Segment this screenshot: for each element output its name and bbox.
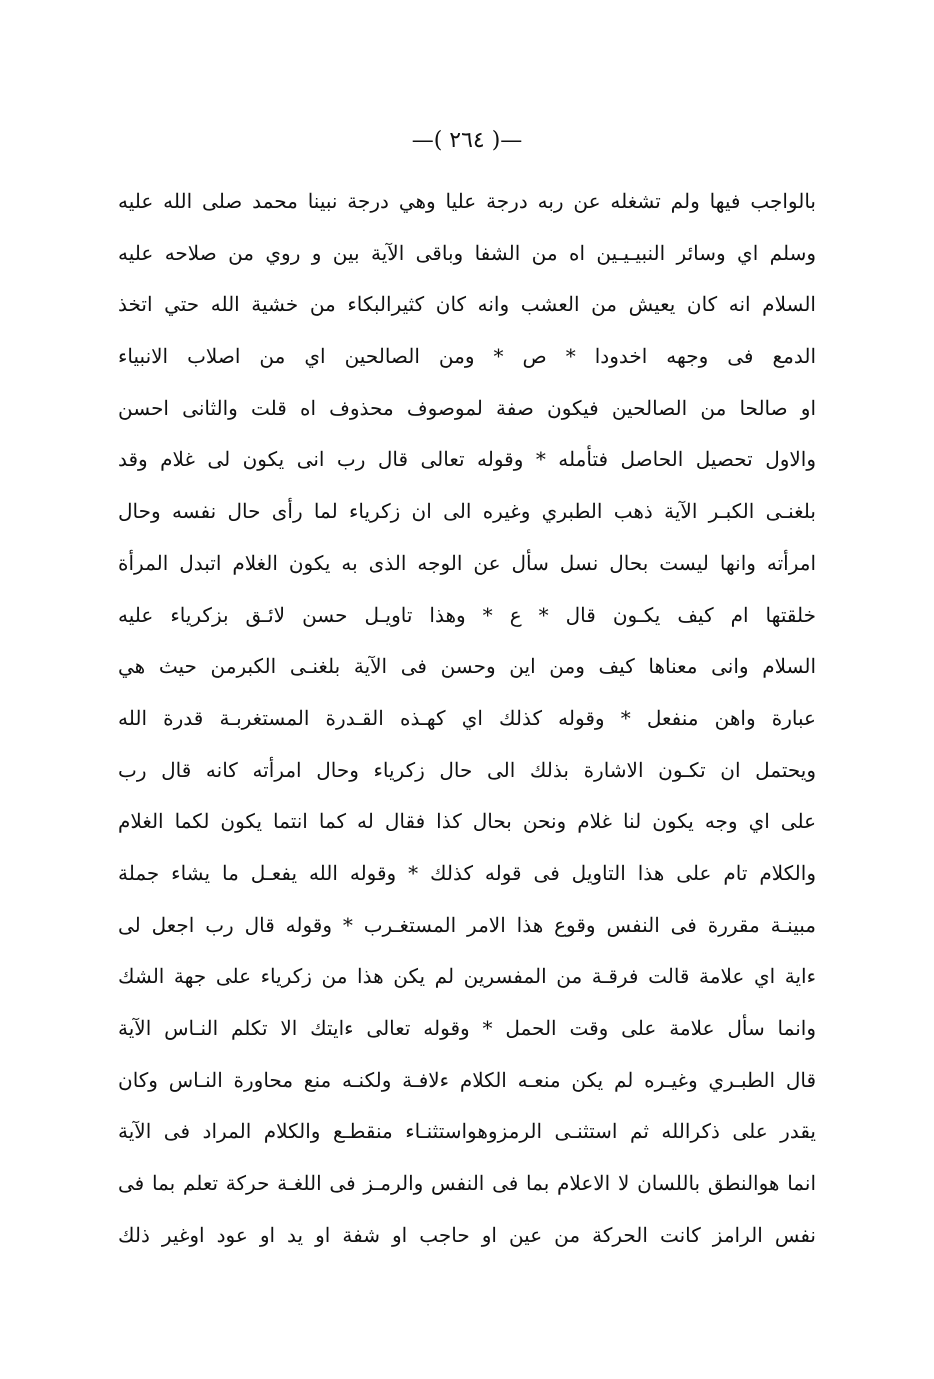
text-line: يقدر على ذكرالله ثم استثنـى الرمزوهواستثنـاء منقطـع والكلام المراد فى الآية <box>118 1119 816 1144</box>
text-line: ءاية اي علامة قالت فرقـة من المفسرين لم يكن هذا من زكرياء على جهة الشك <box>118 964 816 989</box>
body-text <box>118 176 816 1261</box>
text-line: انما هوالنطق باللسان لا الاعلام بما فى النفس والرمـز فى اللغـة حركة تعلم بما فى <box>118 1171 816 1196</box>
page-number: —( ٢٦٤ )— <box>411 128 523 153</box>
text-line: السلام وانى معناها كيف ومن اين وحسن فى الآية بلغنـى الكبرمن حيث هي <box>118 654 816 679</box>
text-line: امرأته وانها ليست بحال نسل سأل عن الوجه الذى به يكون الغلام اتبدل المرأة <box>118 550 816 575</box>
text-line: بالواجب فيها ولم تشغله عن ربه درجة عليا وهي درجة نبينا محمد صلى الله عليه <box>118 189 816 213</box>
text-line: على اي وجه يكون لنا غلام ونحن بحال كذا فقال له كما انتما يكون لكما الغلام <box>118 809 816 834</box>
text-line: وانما سأل علامة على وقت الحمل * وقوله تعالى ءايتك الا تكلم النـاس الآية <box>118 1016 816 1040</box>
text-line: وسلم اي وسائر النبيـيـين اه من الشفا وباقى الآية بين و روي من صلاحه عليه <box>118 240 816 265</box>
text-line: او صالحا من الصالحين فيكون صفة لموصوف محذوف اه قلت والثانى احسن <box>118 395 816 420</box>
text-line: خلقتها ام كيف يكـون قال * ع * وهذا تاويـل حسن لائـق بزكرياء عليه <box>118 602 816 627</box>
text-line: قال الطبـري وغيـره لم يكن منعـه الكلام ءلافـة ولكنـه منع محاورة النـاس وكان <box>118 1067 816 1092</box>
text-line: والاول تحصيل الحاصل فتأمله * وقوله تعالى قال رب انى يكون لى غلام وقد <box>118 447 816 472</box>
text-line: مبينـة مقررة فى النفس وقوع هذا الامر المستغـرب * وقوله قال رب اجعل لى <box>118 912 816 937</box>
text-line: الدمع فى وجهه اخدودا * ص * ومن الصالحين اي من اصلاب الانبياء <box>118 344 816 369</box>
text-line: عبارة واهن منفعل * وقوله كذلك اي كهـذه القـدرة المستغربـة قدرة الله <box>118 705 816 730</box>
text-line: ويحتمل ان تكـون الاشارة بذلك الى حال زكرياء وحال امرأته كانه قال رب <box>118 757 816 782</box>
text-line: والكلام تام على هذا التاويل فى قوله كذلك * وقوله الله يفعـل ما يشاء جملة <box>118 860 816 885</box>
text-line: السلام انه كان يعيش من العشب وانه كان كثيرالبكاء من خشية الله حتي اتخذ <box>118 292 816 317</box>
text-line: بلغنـى الكبـر الآية ذهب الطبري وغيره الى ان زكرياء لما رأى حال نفسه وحال <box>118 499 816 524</box>
text-line: نفس الرامز كانت الحركة من عين او حاجب او شفة او يد او عود اوغير ذلك <box>118 1222 816 1247</box>
